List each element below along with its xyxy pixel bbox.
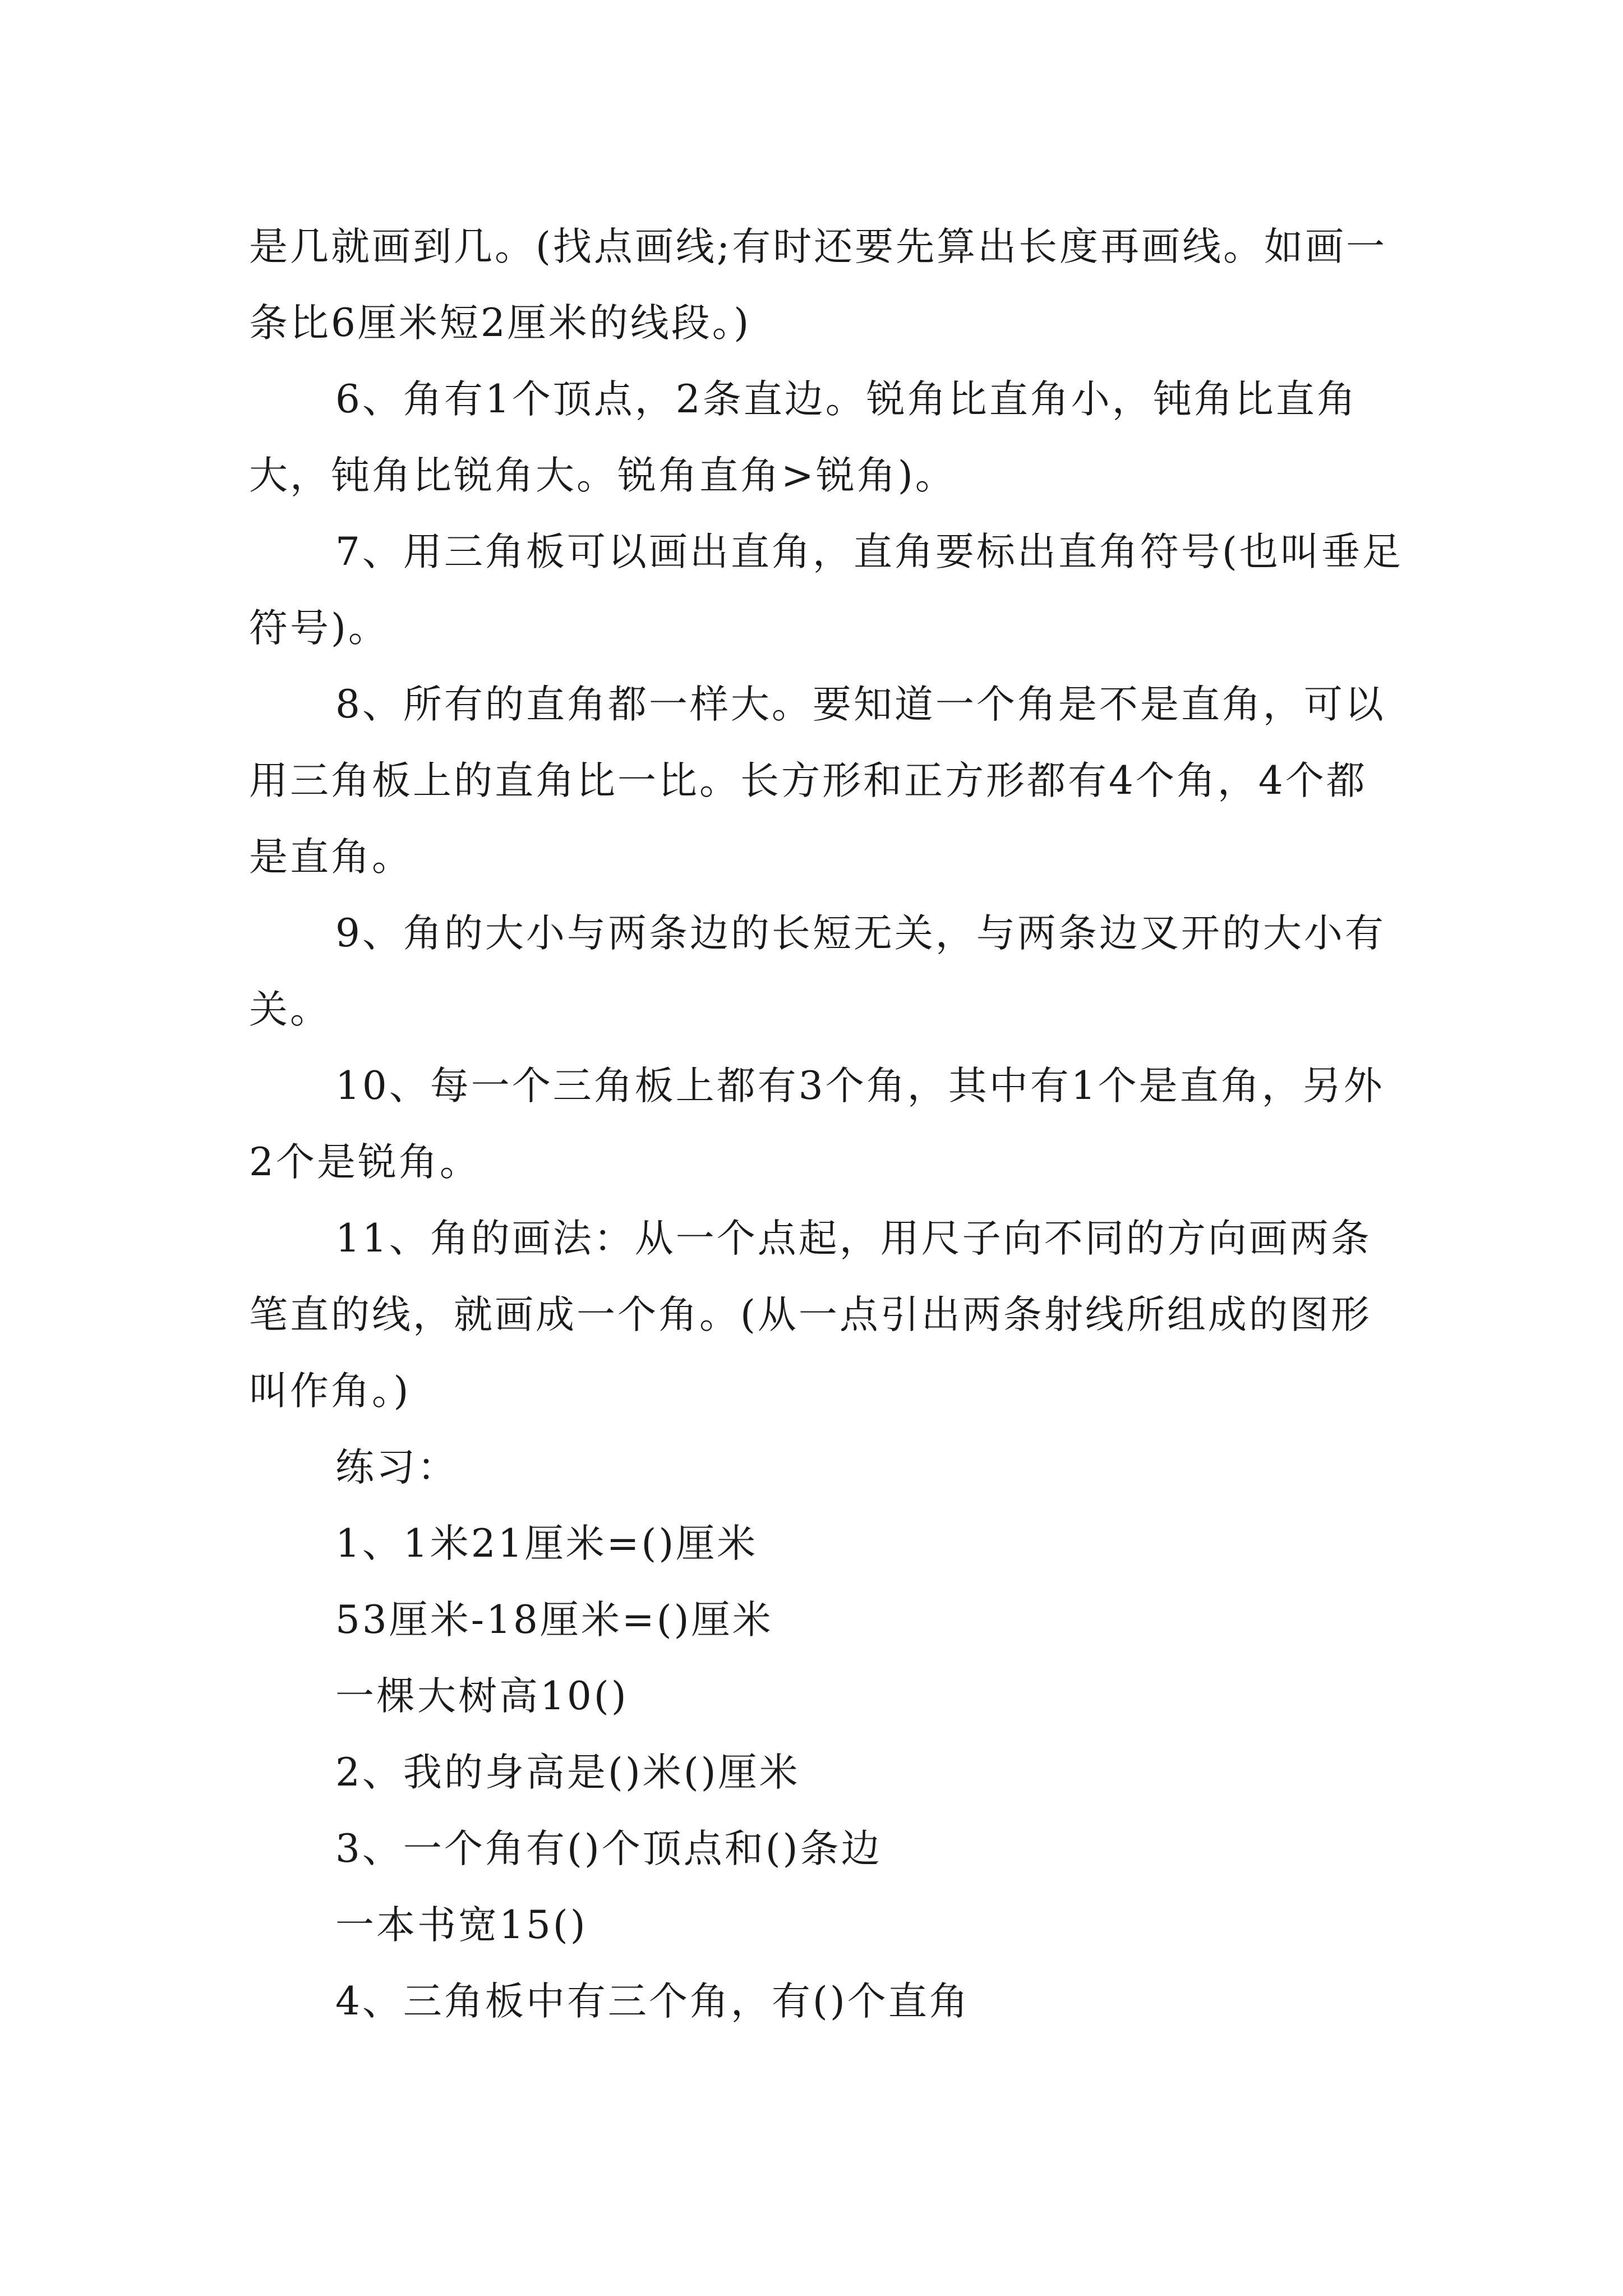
paragraph-item-7: 7、用三角板可以画出直角，直角要标出直角符号(也叫垂足符号)。: [249, 530, 1403, 651]
exercise-line: 53厘米-18厘米=()厘米: [335, 1598, 773, 1642]
paragraph-item-9: 9、角的大小与两条边的长短无关，与两条边叉开的大小有关。: [249, 911, 1386, 1032]
exercise-line: 一本书宽15(): [335, 1903, 588, 1948]
document-body: [249, 209, 1404, 2040]
paragraph-item-6: 6、角有1个顶点，2条直边。锐角比直角小，钝角比直角大，钝角比锐角大。锐角直角>锐角)。: [249, 377, 1358, 498]
paragraph-continuation: 是几就画到几。(找点画线;有时还要先算出长度再画线。如画一条比6厘米短2厘米的线段。): [249, 224, 1387, 346]
exercise-line: 3、一个角有()个顶点和()条边: [335, 1826, 882, 1871]
paragraph-item-10: 10、每一个三角板上都有3个角，其中有1个是直角，另外2个是锐角。: [249, 1064, 1385, 1185]
paragraph-item-8: 8、所有的直角都一样大。要知道一个角是不是直角，可以用三角板上的直角比一比。长方形和正方形都有4个角，4个都是直角。: [249, 682, 1386, 880]
exercise-heading: 练习：: [335, 1445, 458, 1490]
exercise-line: 1、1米21厘米=()厘米: [335, 1521, 758, 1566]
exercise-line: 4、三角板中有三个角，有()个直角: [335, 1979, 970, 2024]
paragraph-item-11: 11、角的画法：从一个点起，用尺子向不同的方向画两条笔直的线，就画成一个角。(从一点引出两条射线所组成的图形叫作角。): [249, 1216, 1372, 1414]
exercise-line: 一棵大树高10(): [335, 1674, 629, 1719]
exercise-line: 2、我的身高是()米()厘米: [335, 1750, 800, 1795]
